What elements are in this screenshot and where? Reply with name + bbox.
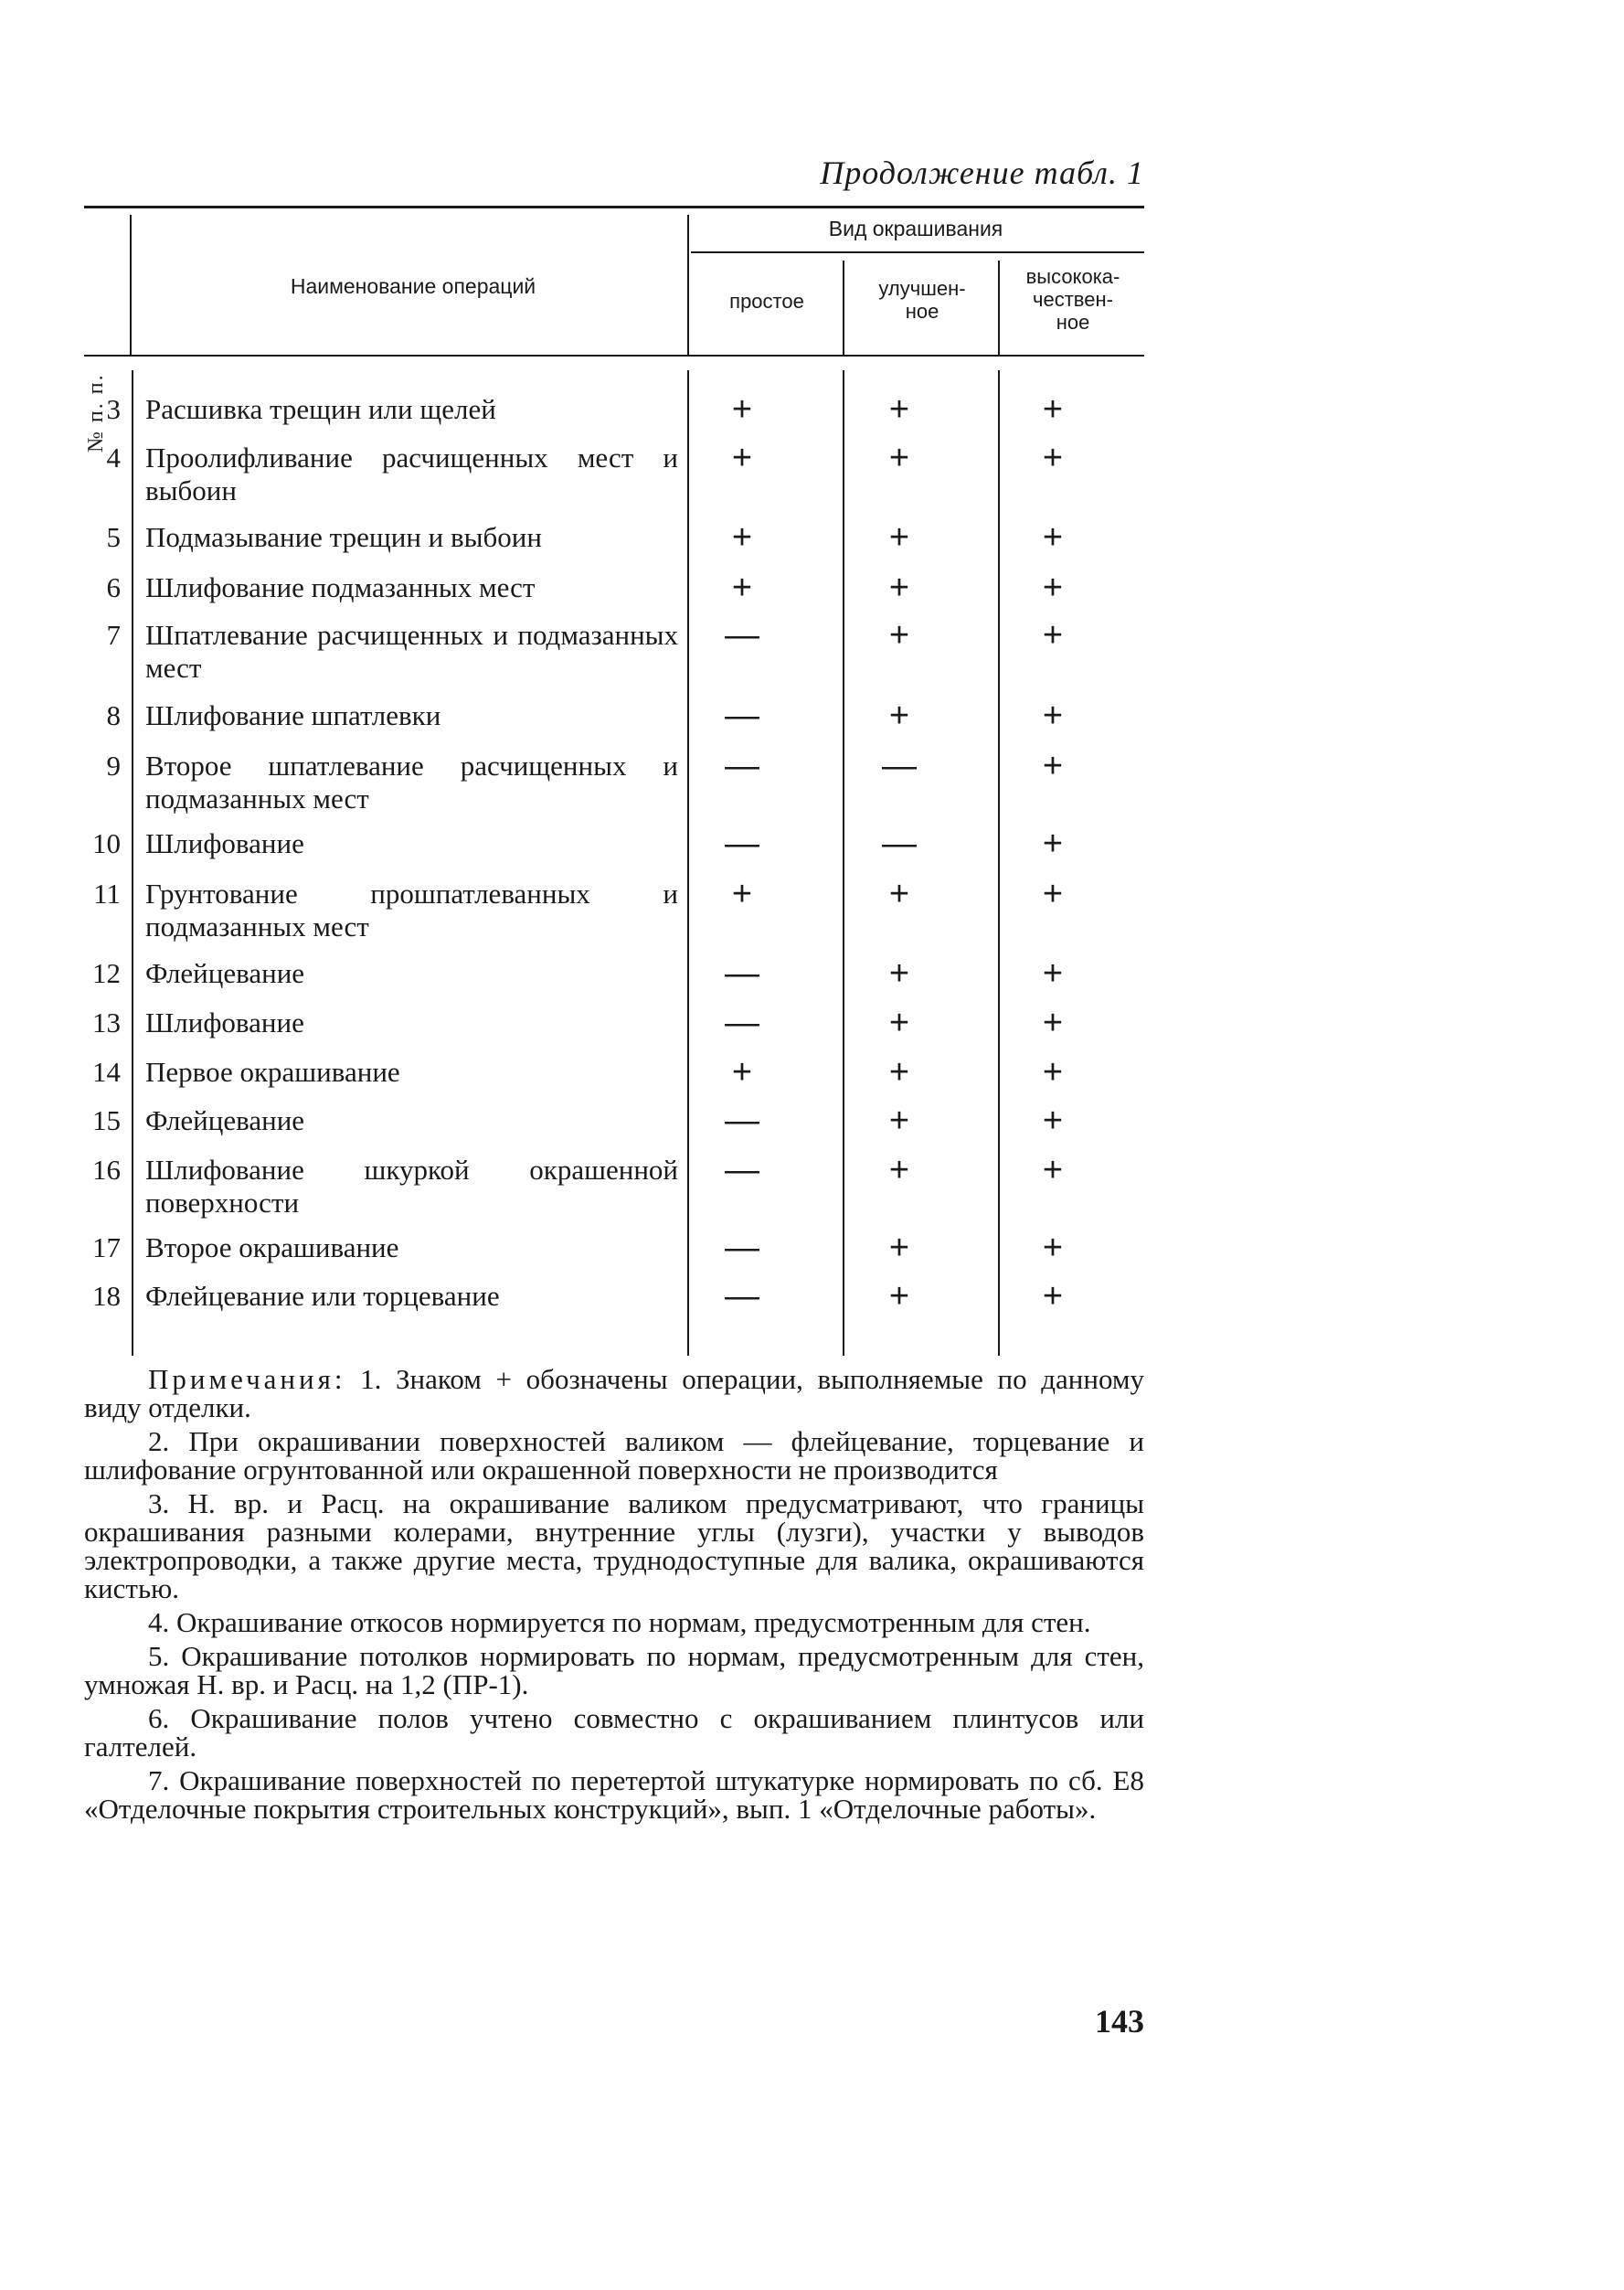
mark-high: + — [1042, 697, 1064, 735]
mark-high: + — [1042, 1229, 1064, 1267]
note-1 — [84, 1365, 1144, 1422]
mark-simple: — — [725, 1102, 759, 1140]
operation-name: Шлифование шкуркой окрашенной поверхности — [145, 1154, 678, 1219]
mark-high: + — [1042, 1004, 1064, 1042]
mark-improved: + — [888, 1102, 910, 1140]
notes — [84, 1365, 1144, 1828]
note-6: 6. Окрашивание полов учтено совместно с окрашиванием плинтусов или галтелей. — [84, 1702, 1144, 1763]
header-high-quality — [1002, 265, 1144, 334]
body-divider-name — [687, 370, 689, 1356]
row-number: 9 — [106, 750, 121, 782]
note-7: 7. Окрашивание поверхностей по перетертой штукатурке нормировать по сб. Е8 «Отделочные покрытия строительных конструкций», вып. 1 «Отделочные работы». — [84, 1764, 1144, 1825]
note-1-text: 1. Знаком + обозначены операции, выполняемые по данному виду отделки. — [84, 1363, 1145, 1423]
header-improved — [846, 277, 998, 323]
header-number: № п. п. — [84, 373, 108, 453]
mark-simple: — — [725, 1277, 759, 1315]
operation-name: Расшивка трещин или щелей — [145, 393, 496, 425]
mark-high: + — [1042, 825, 1064, 863]
mark-simple: — — [725, 1004, 759, 1042]
row-number: 4 — [106, 442, 121, 474]
mark-high: + — [1042, 569, 1064, 607]
operation-name: Флейцевание или торцевание — [145, 1280, 500, 1312]
row-number: 18 — [92, 1280, 121, 1312]
row-number: 5 — [106, 521, 121, 553]
row-number: 16 — [92, 1154, 121, 1186]
mark-improved: + — [888, 1277, 910, 1315]
mark-simple: — — [725, 954, 759, 993]
mark-high: + — [1042, 439, 1064, 477]
row-number: 14 — [92, 1056, 121, 1088]
mark-simple: — — [725, 825, 759, 863]
operation-name: Флейцевание — [145, 1104, 305, 1136]
mark-high: + — [1042, 954, 1064, 993]
header-bottom-rule — [84, 355, 1144, 357]
mark-improved: + — [888, 439, 910, 477]
mark-improved: + — [888, 616, 910, 655]
header-high-part1: высокока- — [1025, 265, 1120, 288]
operation-name: Грунтование прошпатлеванных и подмазанных мест — [145, 878, 678, 943]
header-high-part3: ное — [1056, 311, 1090, 334]
mark-high: + — [1042, 747, 1064, 785]
row-number: 15 — [92, 1104, 121, 1136]
operation-name: Второе окрашивание — [145, 1231, 399, 1263]
note-5: 5. Окрашивание потолков нормировать по нормам, предусмотренным для стен, умножая Н. вр. и Расц. на 1,2 (ПР-1). — [84, 1640, 1144, 1700]
row-number: 6 — [106, 571, 121, 603]
table-caption: Продолжение табл. 1 — [820, 154, 1144, 191]
mark-high: + — [1042, 390, 1064, 429]
mark-simple: — — [725, 1229, 759, 1267]
header-improved-part2: ное — [905, 300, 939, 323]
mark-simple: — — [725, 1151, 759, 1189]
notes-label: Примечания: — [148, 1363, 346, 1395]
operation-name: Первое окрашивание — [145, 1056, 400, 1088]
note-4: 4. Окрашивание откосов нормируется по нормам, предусмотренным для стен. — [148, 1606, 1091, 1638]
body-divider-col3 — [998, 370, 1000, 1356]
header-divider-num — [130, 215, 132, 357]
page-number: 143 — [1095, 2003, 1144, 2040]
mark-simple: + — [731, 518, 753, 557]
operation-name: Флейцевание — [145, 957, 305, 989]
mark-improved: — — [882, 825, 917, 863]
mark-improved: + — [888, 1151, 910, 1189]
body-divider-col2 — [843, 370, 844, 1356]
mark-improved: + — [888, 518, 910, 557]
header-divider-col2 — [843, 261, 844, 357]
mark-simple: + — [731, 569, 753, 607]
operation-name: Шлифование — [145, 827, 304, 859]
mark-improved: + — [888, 1229, 910, 1267]
note-3: 3. Н. вр. и Расц. на окрашивание валиком предусматривают, что границы окрашивания разными колерами, внутренние углы (лузги), участки у выводов электропроводки, а также другие места, труднодоступные для валика, окрашиваются кистью. — [84, 1487, 1144, 1604]
mark-high: + — [1042, 1053, 1064, 1092]
mark-high: + — [1042, 518, 1064, 557]
mark-high: + — [1042, 1102, 1064, 1140]
operation-name: Шлифование — [145, 1007, 304, 1038]
row-number: 3 — [106, 393, 121, 425]
operation-name: Второе шпатлевание расчищенных и подмазанных мест — [145, 750, 678, 815]
mark-high: + — [1042, 1277, 1064, 1315]
mark-improved: + — [888, 875, 910, 913]
row-number: 10 — [92, 827, 121, 859]
row-number: 12 — [92, 957, 121, 989]
mark-improved: + — [888, 697, 910, 735]
header-simple: простое — [729, 290, 804, 313]
operation-name: Шлифование шпатлевки — [145, 699, 441, 731]
operation-name: Подмазывание трещин и выбоин — [145, 521, 542, 553]
mark-simple: — — [725, 747, 759, 785]
note-2: 2. При окрашивании поверхностей валиком — флейцевание, торцевание и шлифование огрунтованной или окрашенной поверхности не производится — [84, 1425, 1144, 1486]
mark-high: + — [1042, 875, 1064, 913]
body-divider-num — [132, 370, 133, 1356]
header-high-part2: чествен- — [1033, 288, 1113, 311]
mark-high: + — [1042, 616, 1064, 655]
operations-table — [84, 206, 1144, 1356]
mark-simple: + — [731, 875, 753, 913]
mark-high: + — [1042, 1151, 1064, 1189]
header-painting-type: Вид окрашивания — [828, 217, 1003, 240]
mark-simple: — — [725, 697, 759, 735]
row-number: 11 — [93, 878, 121, 910]
mark-improved: + — [888, 1053, 910, 1092]
group-rule — [691, 251, 1144, 253]
mark-improved: + — [888, 1004, 910, 1042]
header-improved-part1: улучшен- — [878, 277, 966, 300]
mark-simple: + — [731, 390, 753, 429]
row-number: 13 — [92, 1007, 121, 1038]
operation-name: Шпатлевание расчищенных и подмазанных мест — [145, 619, 678, 684]
table-top-rule — [84, 206, 1144, 208]
header-operation-name: Наименование операций — [290, 274, 536, 298]
row-number: 17 — [92, 1231, 121, 1263]
mark-simple: — — [725, 616, 759, 655]
header-divider-col3 — [998, 261, 1000, 357]
mark-improved: + — [888, 569, 910, 607]
mark-improved: + — [888, 390, 910, 429]
row-number: 8 — [106, 699, 121, 731]
operation-name: Проолифливание расчищенных мест и выбоин — [145, 442, 678, 506]
mark-simple: + — [731, 439, 753, 477]
operation-name: Шлифование подмазанных мест — [145, 571, 536, 603]
mark-improved: — — [882, 747, 917, 785]
row-number: 7 — [106, 619, 121, 651]
mark-simple: + — [731, 1053, 753, 1092]
mark-improved: + — [888, 954, 910, 993]
